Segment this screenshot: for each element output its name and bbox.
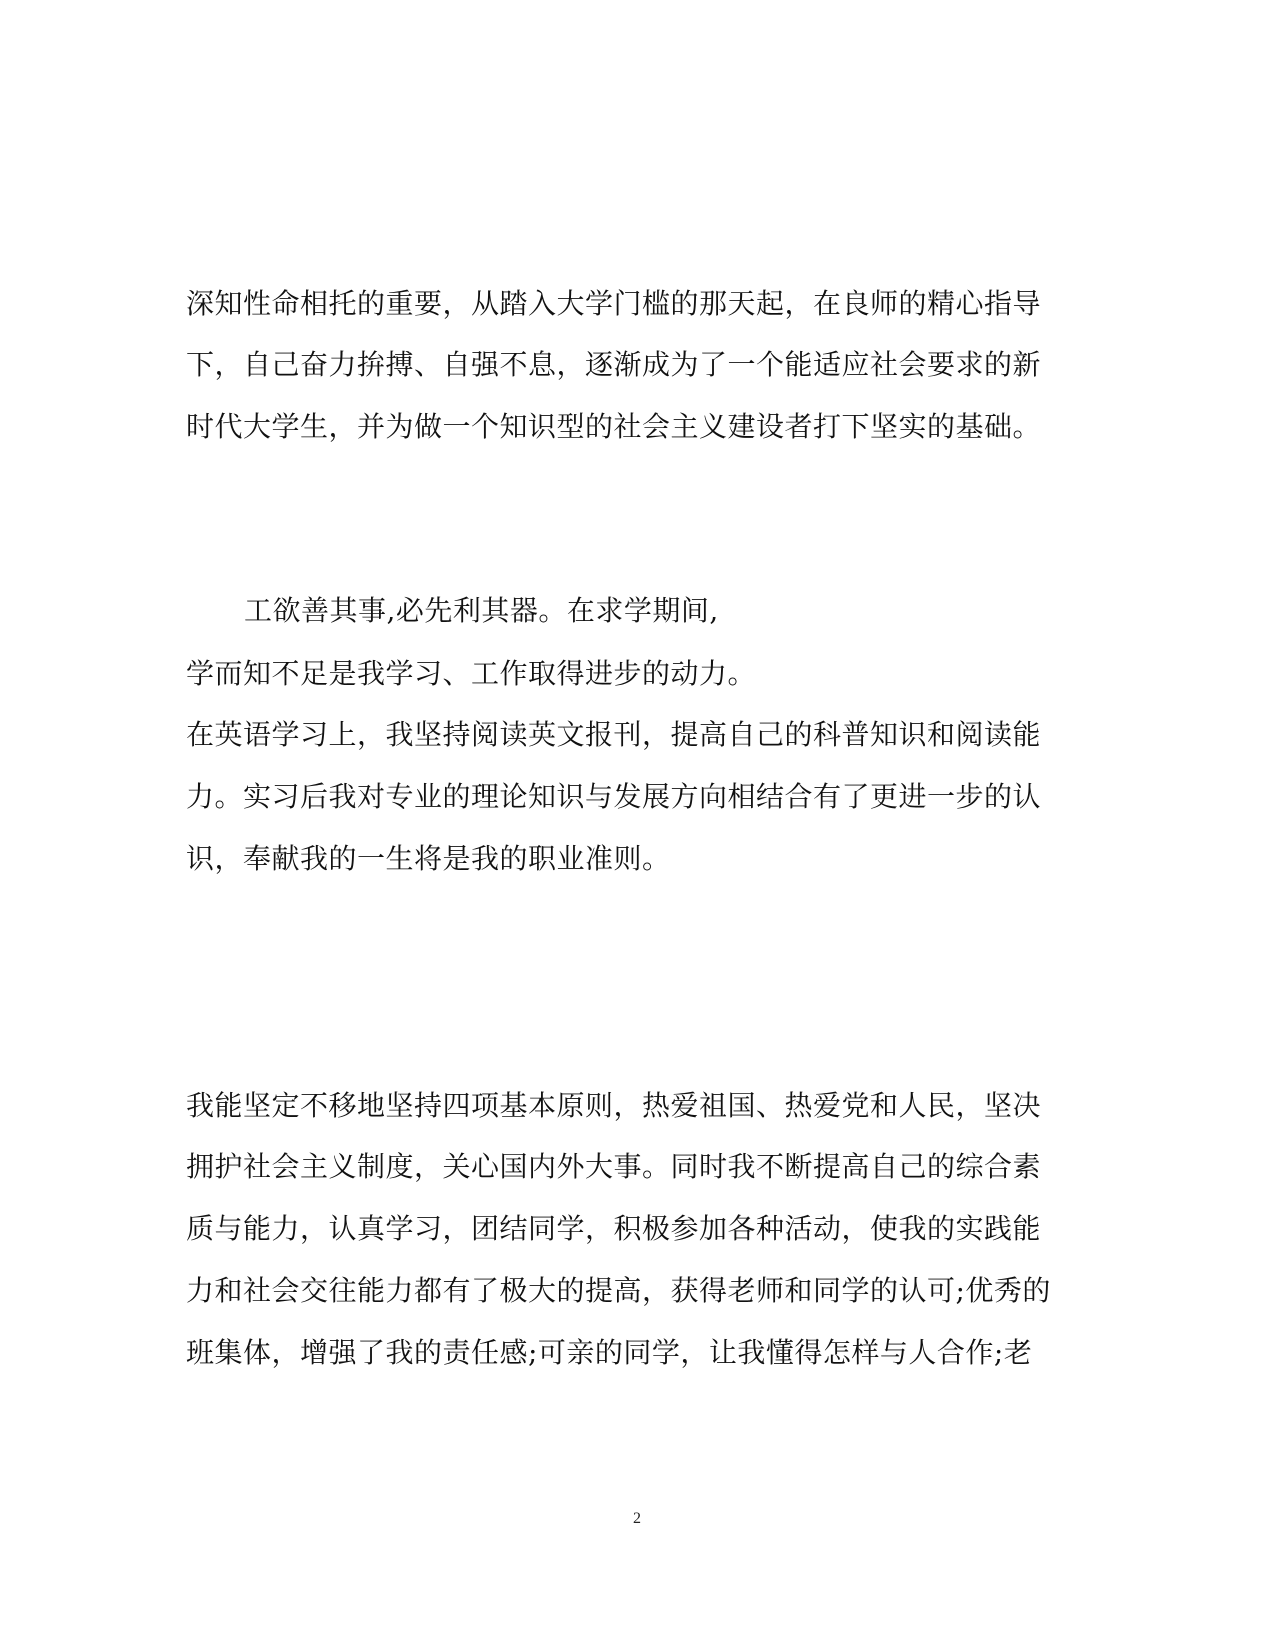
paragraph-1-line-2: 下，自己奋力拚搏、自强不息，逐渐成为了一个能适应社会要求的新	[186, 348, 1042, 381]
paragraph-2-line-1: 工欲善其事,必先利其器。在求学期间,	[244, 594, 719, 627]
paragraph-2-line-2: 学而知不足是我学习、工作取得进步的动力。	[186, 657, 757, 690]
paragraph-3-line-5: 班集体，增强了我的责任感;可亲的同学，让我懂得怎样与人合作;老	[186, 1336, 1033, 1369]
paragraph-2-line-4: 力。实习后我对专业的理论知识与发展方向相结合有了更进一步的认	[186, 780, 1042, 813]
paragraph-1-line-3: 时代大学生，并为做一个知识型的社会主义建设者打下坚实的基础。	[186, 410, 1042, 443]
paragraph-3-line-4: 力和社会交往能力都有了极大的提高，获得老师和同学的认可;优秀的	[186, 1274, 1051, 1307]
paragraph-2-line-5: 识，奉献我的一生将是我的职业准则。	[186, 842, 671, 875]
paragraph-3-line-3: 质与能力，认真学习，团结同学，积极参加各种活动，使我的实践能	[186, 1212, 1042, 1245]
paragraph-3-line-1: 我能坚定不移地坚持四项基本原则，热爱祖国、热爱党和人民，坚决	[186, 1089, 1042, 1122]
page-number: 2	[633, 1510, 641, 1527]
paragraph-1-line-1: 深知性命相托的重要，从踏入大学门槛的那天起，在良师的精心指导	[186, 287, 1042, 320]
paragraph-3-line-2: 拥护社会主义制度，关心国内外大事。同时我不断提高自己的综合素	[186, 1150, 1042, 1183]
paragraph-2-line-3: 在英语学习上，我坚持阅读英文报刊，提高自己的科普知识和阅读能	[186, 718, 1042, 751]
